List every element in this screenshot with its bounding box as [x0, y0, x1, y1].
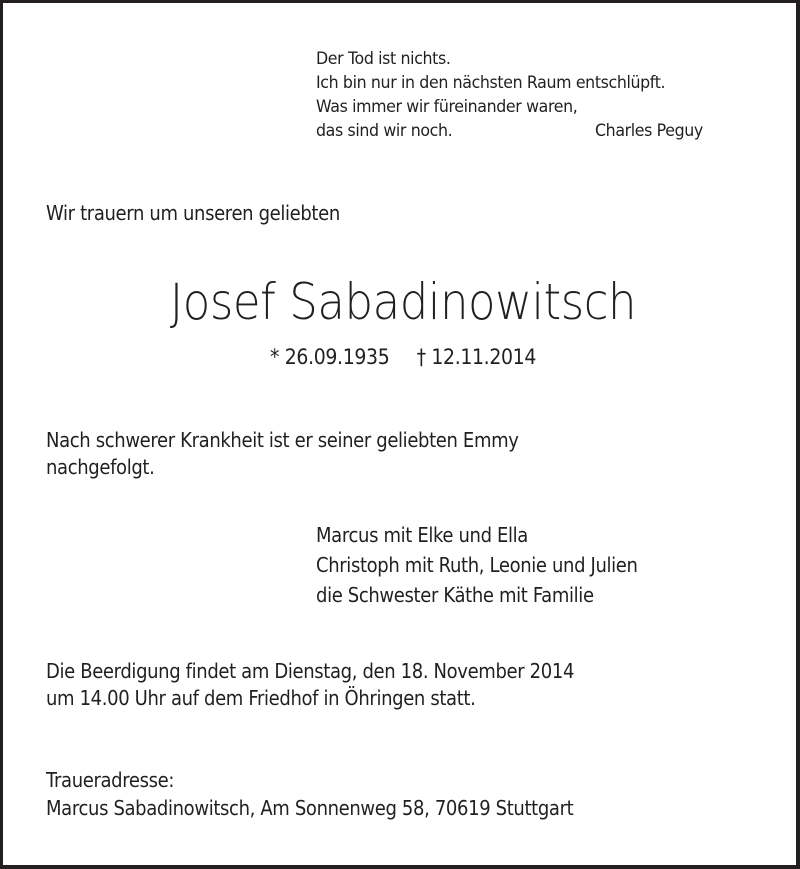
message-text: [46, 427, 519, 481]
intro-text: Wir trauern um unseren geliebten: [46, 201, 340, 225]
quote-block: [316, 47, 703, 143]
address-label: Traueradresse:: [46, 768, 175, 792]
funeral-line: um 14.00 Uhr auf dem Friedhof in Öhringen statt.: [46, 686, 476, 710]
quote-author: Charles Peguy: [595, 121, 703, 141]
death-date: † 12.11.2014: [416, 345, 536, 369]
quote-line: Ich bin nur in den nächsten Raum entschlüpft.: [316, 73, 666, 93]
mourning-address: [46, 766, 573, 822]
life-dates: [43, 345, 763, 369]
mourner-line: Christoph mit Ruth, Leonie und Julien: [316, 553, 638, 577]
mourner-line: die Schwester Käthe mit Familie: [316, 583, 594, 607]
address-value: Marcus Sabadinowitsch, Am Sonnenweg 58, 70619 Stuttgart: [46, 796, 574, 820]
quote-line: Der Tod ist nichts.: [316, 49, 451, 69]
funeral-info: [46, 658, 574, 712]
message-line: Nach schwerer Krankheit ist er seiner geliebten Emmy: [46, 428, 519, 452]
message-line: nachgefolgt.: [46, 455, 155, 479]
deceased-name: Josef Sabadinowitsch: [169, 273, 637, 331]
mourners-list: [316, 520, 638, 610]
quote-line: Was immer wir füreinander waren,: [316, 97, 578, 117]
birth-date: * 26.09.1935: [270, 345, 390, 369]
quote-line: das sind wir noch.: [316, 121, 453, 141]
funeral-line: Die Beerdigung findet am Dienstag, den 18. November 2014: [46, 659, 575, 683]
mourner-line: Marcus mit Elke und Ella: [316, 523, 528, 547]
